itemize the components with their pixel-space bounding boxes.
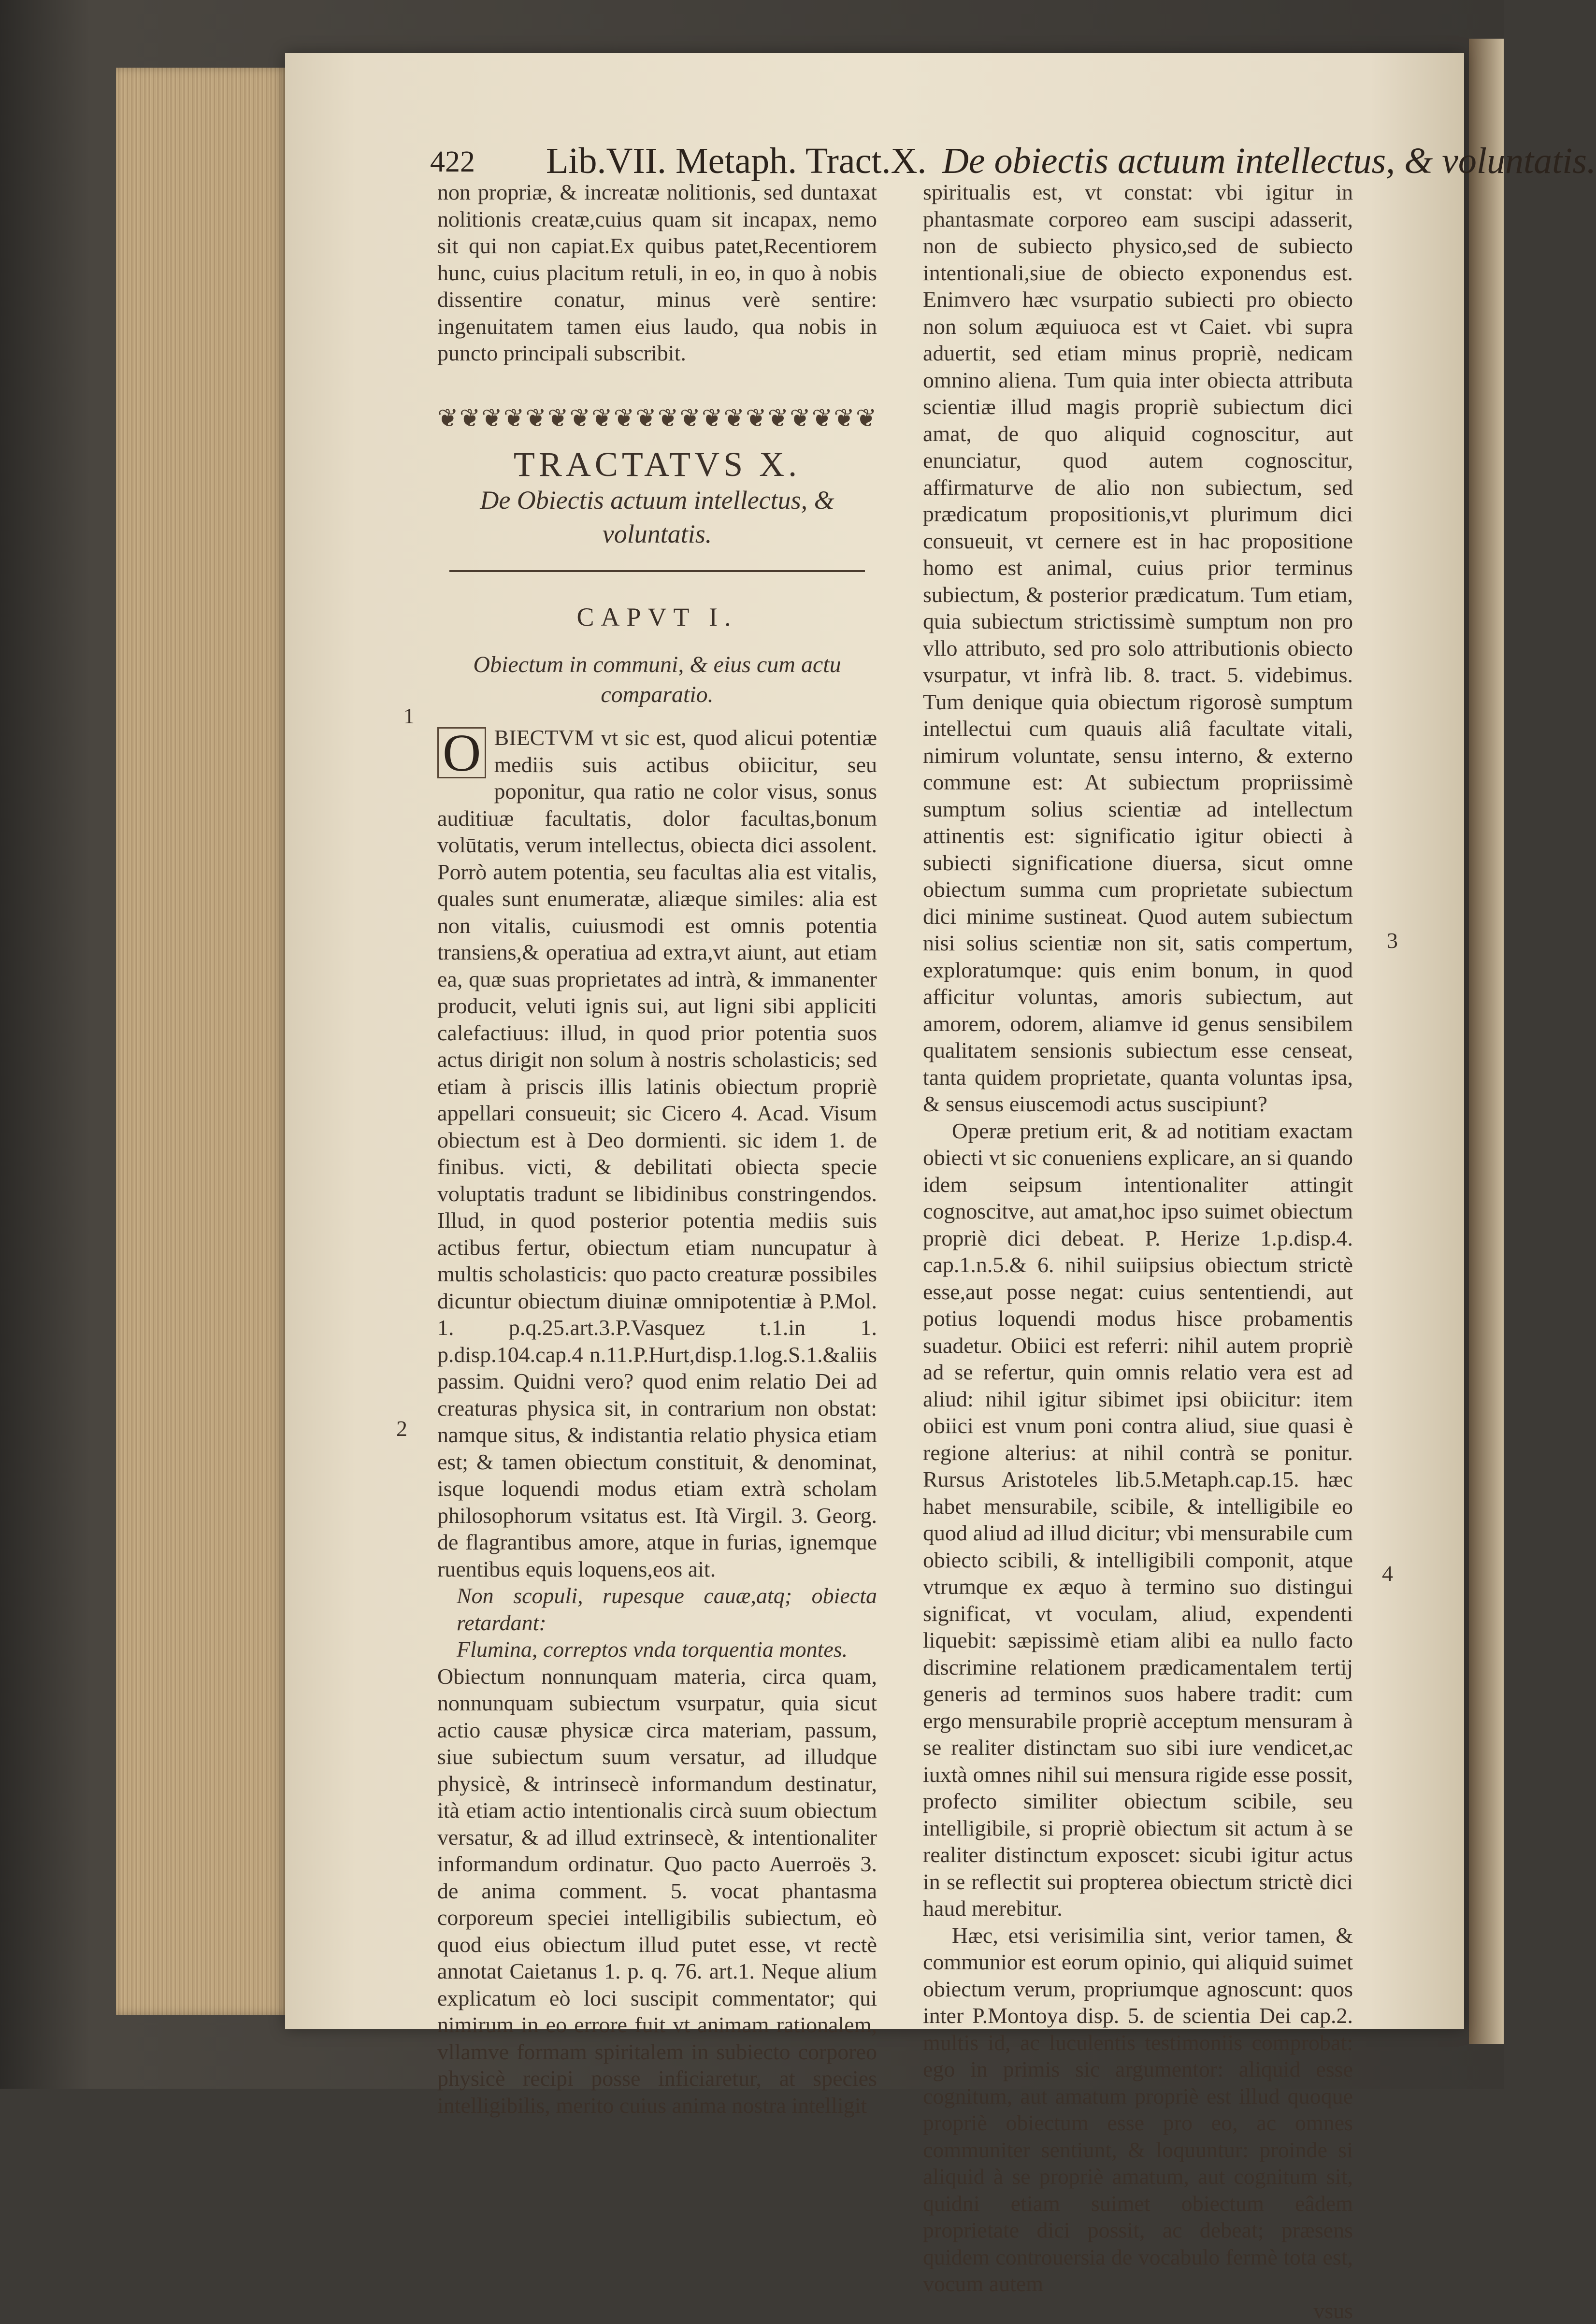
left-column: [437, 179, 877, 2119]
right-paragraph-3: Hæc, etsi verisimilia sint, verior tamen, & communior est eorum opinio, qui aliquid suimet obiectum verum, propriumque agnoscunt: quos inter P.Montoya disp. 5. de scientia Dei cap.2. multis id, ac luculentis testimoniis comprobat: ego in primis sic argumentor: aliquid esse cognitum, aut amatum propriè est illud quoque propriè obiectum esse pro eo, ac omnes communiter sentiunt, & loquuntur: proinde si aliquid à se propriè amatum, aut cognitum sit, quidni etiam suimet obiectum eâdem proprietate dici possit, ac debeat; præsens quidem controuersia de vocabulo fermè tota est, vocum autem: [923, 1922, 1353, 2297]
margin-number-3: 3: [1387, 928, 1398, 953]
intro-paragraph: non propriæ, & increatæ nolitionis, sed duntaxat nolitionis creatæ,cuius quam sit incapax, nemo sit qui non capiat.Ex quibus patet,Recentiorem hunc, cuius placitum retuli, in eo, in quo à nobis dissentire conatur, minus verè sentire: ingenuitatem tamen eius laudo, qua nobis in puncto principali subscribit.: [437, 179, 877, 367]
margin-number-1: 1: [403, 703, 415, 729]
drop-cap: O: [437, 727, 486, 778]
right-paragraph-1: spiritualis est, vt constat: vbi igitur in phantasmate corporeo eam suscipi adasserit, non de subiecto physico,sed de subiecto intentionali,siue de obiecto exponendus est. Enimvero hæc vsurpatio subiecti pro obiecto non solum æquiuoca est vt Caiet. vbi supra aduertit, sed etiam minus propriè, nedicam omnino aliena. Tum quia inter obiecta attributa scientiæ illud magis propriè subiectum dici amat, de quo aliquid cognoscitur, aut enunciatur, quod autem cognoscitur, affirmaturve de alio non subiectum, sed prædicatum propositionis,vt plurimum dici consueuit, vt cernere est in hac propositione homo est animal, cuius prior terminus subiectum, & posterior prædicatum. Tum etiam, quia subiectum strictissimè sumptum non pro vllo attributo, sed pro solo attributionis obiecto vsurpatur, vt infrà lib. 8. tract. 5. videbimus. Tum denique quia obiectum rigorosè sumptum intellectui cum quauis aliâ facultate vitali, nimirum voluntate, sensu interno, & externo commune est: At subiectum propriissimè sumptum solius scientiæ ad intellectum attinentis est: significatio igitur obiecti à subiecti significatione diuersa, sicut omne obiectum summa cum proprietate subiectum dici minime sustineat. Quod autem subiectum nisi solius scientiæ non sit, satis compertum, exploratumque: quis enim bonum, in quod afficitur voluntas, amoris subiectum, aut amorem, odorem, aliamve id genus sensibilem qualitatem sensionis subiectum esse censeat, tanta quidem proprietate, quanta voluntas ipsa, & sensus eiuscemodi actus suscipiunt?: [923, 179, 1353, 1118]
right-column: [923, 179, 1353, 2324]
catchword: vsus: [923, 2297, 1353, 2324]
chapter-heading: CAPVT I.: [437, 604, 877, 631]
verse-line-1: Non scopuli, rupesque cauæ,atq; obiecta retardant:: [437, 1582, 877, 1636]
margin-number-4: 4: [1382, 1561, 1393, 1586]
page-block-edge: [116, 68, 290, 2015]
paragraph-2: Obiectum nonnunquam materia, circa quam, nonnunquam subiectum vsurpatur, quia sicut actio causæ physicæ circa materiam, passum, siue subiectum suum versatur, ad illudque physicè, & intrinsecè informandum destinatur, ità etiam actio intentionalis circà suum obiectum versatur, & ad illud extrinsecè, & intentionaliter informandum ordinatur. Quo pacto Auerroës 3. de anima comment. 5. vocat phantasma corporeum speciei intelligibilis subiectum, eò quod eius obiectum illud putet esse, vt rectè annotat Caietanus 1. p. q. 76. art.1. Neque alium explicatum eò loci suscipit commentator; qui nimirum in eo errore fuit vt animam rationalem, vllamve formam spiritalem in subiecto corporeo physicè recipi posse inficiaretur, at species intelligibilis, merito cuius anima nostra intelligit: [437, 1663, 877, 2119]
ornament-band: ❦❦❦❦❦❦❦❦❦❦❦❦❦❦❦❦❦❦❦❦: [437, 405, 877, 432]
tract-subtitle: De Obiectis actuum intellectus, & voluntatis.: [437, 483, 877, 551]
margin-number-2: 2: [396, 1416, 407, 1441]
facing-page-edge: [1469, 39, 1504, 2044]
paragraph-1-text: BIECTVM vt sic est, quod alicui potentiæ mediis suis actibus obiicitur, seu poponitur, qua ratio ne color visus, sonus auditiuæ facultatis, dolor facultas,bonum volūtatis, verum intellectus, obiecta dici assolent. Porrò autem potentia, seu facultas alia est vitalis, quales sunt enumeratæ, aliæque similes: alia est non vitalis, cuiusmodi est omnis potentia transiens,& operatiua ad extra,vt aiunt, aut etiam ea, quæ suas proprietates ad intrà, & immanenter producit, veluti ignis sui, aut ligni sibi appliciti calefactiuus: illud, in quod prior potentia suos actus dirigit non solum à nostris scholasticis; sed etiam à priscis illis latinis obiectum propriè appellari consueuit; sic Cicero 4. Acad. Visum obiectum est à Deo dormienti. sic idem 1. de finibus. victi, & debilitati obiecta specie voluptatis tradunt se libidinibus constringendos. Illud, in quod posterior potentia mediis suis actibus fertur, obiectum etiam nuncupatur à multis scholasticis: quo pacto creaturæ possibiles dicuntur obiectum diuinæ omnipotentiæ à P.Mol. 1. p.q.25.art.3.P.Vasquez t.1.in 1. p.disp.104.cap.4 n.11.P.Hurt,disp.1.log.S.1.&aliis passim. Quidni vero? quod enim relatio Dei ad creaturas physica sit, in contrarium non obstat: namque situs, & indistantia relatio physica etiam est; & tamen obiectum constituit, & denominat, isque loquendi modus etiam extrà scholam philosophorum vsitatus est. Ità Virgil. 3. Georg. de flagrantibus amore, atque in furias, ignemque ruentibus equis loquens,eos ait.: [437, 725, 877, 1581]
tract-title: TRACTATVS X.: [437, 451, 877, 478]
right-paragraph-2: Operæ pretium erit, & ad notitiam exactam obiecti vt sic conueniens explicare, an si quando idem seipsum intentionaliter attingit cognoscitve, aut amat,hoc ipso suimet obiectum propriè dici debeat. P. Herize 1.p.disp.4. cap.1.n.5.& 6. nihil suiipsius obiectum strictè esse,aut posse negat: cuius sententiendi, aut potius loquendi modus hisce probamentis suadetur. Obiici est referri: nihil autem propriè ad se refertur, quin omnis relatio vera est ad aliud: nihil igitur sibimet ipsi obiicitur: item obiici est vnum poni contra aliud, siue quasi è regione alterius: at nihil contrà se ponitur. Rursus Aristoteles lib.5.Metaph.cap.15. hæc habet mensurabile, scibile, & intelligibile eo quod aliud ad illud dicitur; vbi mensurabile cum obiecto scibili, & intelligibili componit, atque vtrumque ex æquo à termino suo distingui significat, vt voculam, aliud, expendenti liquebit: sæpissimè etiam alibi ea nullo facto discrimine relationem prædicamentalem tertij generis ad terminos suos habere tradit: cum ergo mensurabile propriè acceptum mensuram à se realiter distinctam suo sibi iure vendicet,ac iuxtà omnes nihil sui mensura rigide esse possit, profecto similiter obiectum scibile, seu intelligibile, si propriè obiectum sit actum à se realiter distinctum exposcet: sicubi igitur actus in se reflectit sui propterea obiectum strictè dici haud merebitur.: [923, 1118, 1353, 1922]
paragraph-1: [437, 724, 877, 1582]
page-number: 422: [430, 145, 475, 179]
section-rule: [449, 570, 865, 575]
running-title: Lib.VII. Metaph. Tract.X.: [546, 140, 926, 182]
chapter-subtitle: Obiectum in communi, & eius cum actu comparatio.: [437, 650, 877, 710]
verse-line-2: Flumina, correptos vnda torquentia montes.: [437, 1636, 877, 1663]
running-title-italic: De obiectis actuum intellectus, & voluntatis.: [942, 140, 1596, 182]
